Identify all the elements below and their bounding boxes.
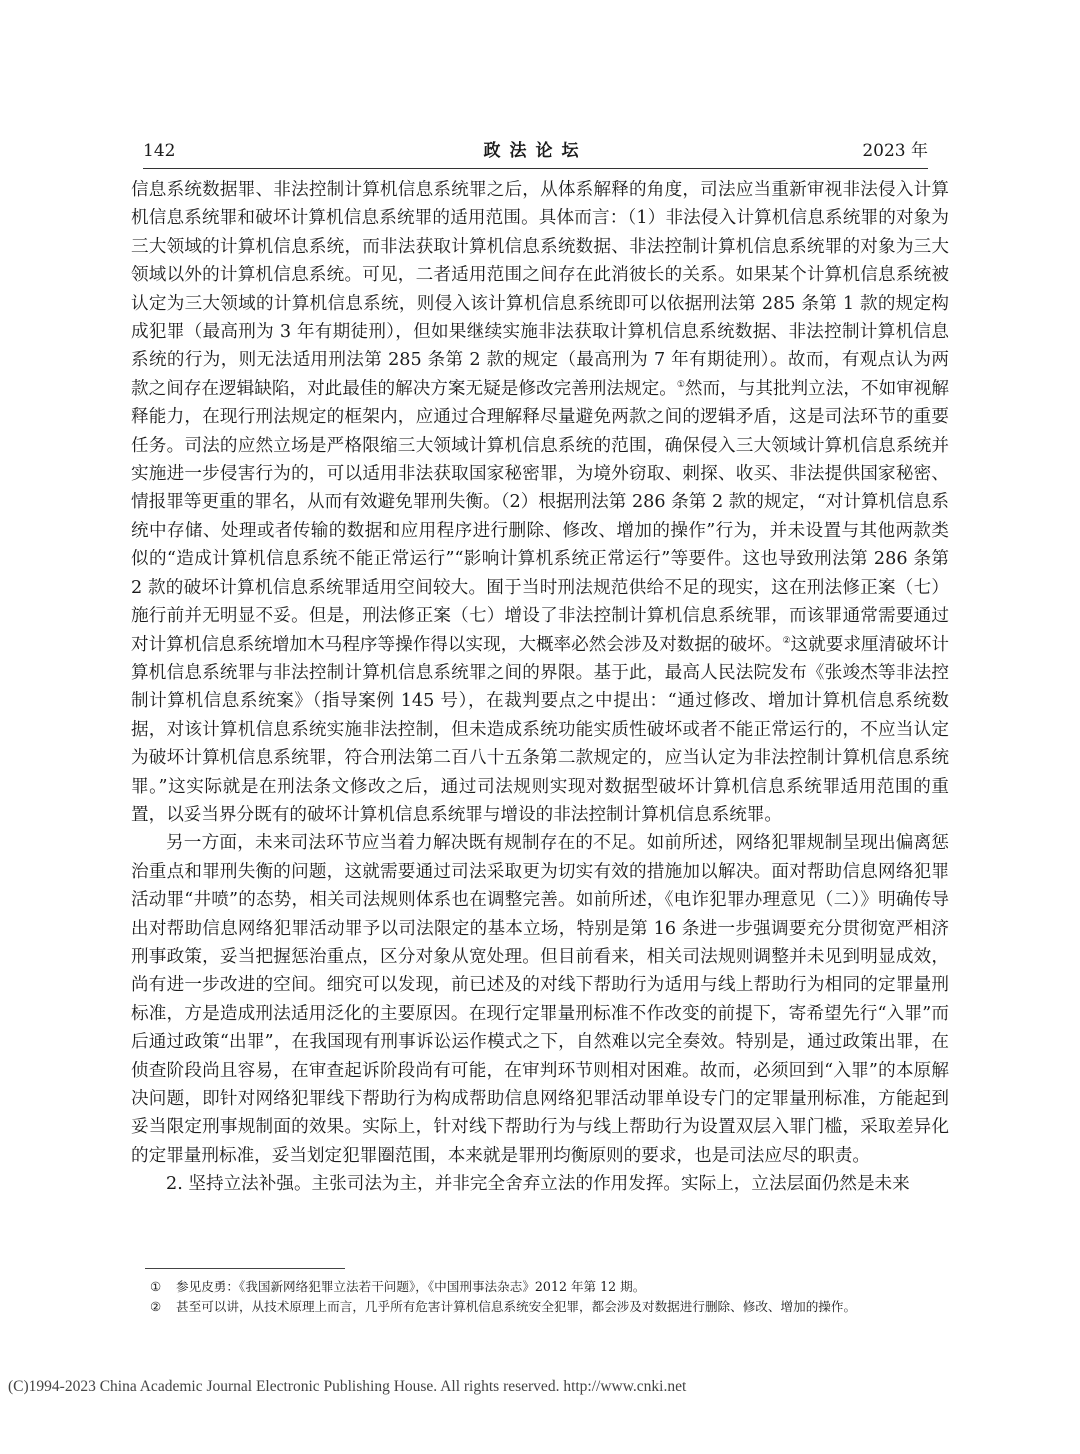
paragraph-1-part-a: 信息系统数据罪、非法控制计算机信息系统罪之后，从体系解释的角度，司法应当重新审视非法侵入计算机信息系统罪和破坏计算机信息系统罪的适用范围。具体而言：（1）非法侵入计算机信息系统罪的对象为三大领域的计算机信息系统，而非法获取计算机信息系统数据、非法控制计算机信息系统罪的对象为三大领域以外的计算机信息系统。可见，二者适用范围之间存在此消彼长的关系。如果某个计算机信息系统被认定为三大领域的计算机信息系统，则侵入该计算机信息系统即可以依据刑法第 285 条第 1 款的规定构成犯罪（最高刑为 3 年有期徒刑），但如果继续实施非法获取计算机信息系统数据、非法控制计算机信息系统的行为，则无法适用刑法第 285 条第 2 款的规定（最高刑为 7 年有期徒刑）。故而，有观点认为两款之间存在逻辑缺陷，对此最佳的解决方案无疑是修改完善刑法规定。 [131,180,949,399]
footnote-2-text: 甚至可以讲，从技术原理上而言，几乎所有危害计算机信息系统安全犯罪，都会涉及对数据进行删除、修改、增加的操作。 [176,1299,857,1314]
footnote-1-mark: ① [150,1279,162,1294]
article-body [131,176,949,1199]
journal-title: 政法论坛 [483,141,588,161]
page-header [143,136,928,166]
footnote-1-text: 参见皮勇：《我国新网络犯罪立法若干问题》，《中国刑事法杂志》2012 年第 12 期。 [176,1279,646,1294]
paragraph-2: 另一方面，未来司法环节应当着力解决既有规制存在的不足。如前所述，网络犯罪规制呈现出偏离惩治重点和罪刑失衡的问题，这就需要通过司法采取更为切实有效的措施加以解决。面对帮助信息网络犯罪活动罪“井喷”的态势，相关司法规则体系也在调整完善。如前所述，《电诈犯罪办理意见（二）》明确传导出对帮助信息网络犯罪活动罪予以司法限定的基本立场，特别是第 16 条进一步强调要充分贯彻宽严相济刑事政策，妥当把握惩治重点，区分对象从宽处理。但目前看来，相关司法规则调整并未见到明显成效，尚有进一步改进的空间。细究可以发现，前已述及的对线下帮助行为适用与线上帮助行为相同的定罪量刑标准，方是造成刑法适用泛化的主要原因。在现行定罪量刑标准不作改变的前提下，寄希望先行“入罪”而后通过政策“出罪”，在我国现有刑事诉讼运作模式之下，自然难以完全奏效。特别是，通过政策出罪，在侦查阶段尚且容易，在审查起诉阶段尚有可能，在审判环节则相对困难。故而，必须回到“入罪”的本原解决问题，即针对网络犯罪线下帮助行为构成帮助信息网络犯罪活动罪单设专门的定罪量刑标准，方能起到妥当限定刑事规制面的效果。实际上，针对线下帮助行为与线上帮助行为设置双层入罪门槛，采取差异化的定罪量刑标准，妥当划定犯罪圈范围，本来就是罪刑均衡原则的要求，也是司法应尽的职责。 [131,833,949,1166]
footnote-ref-2[interactable]: ② [782,635,791,646]
footnotes [150,1277,950,1317]
footnote-rule [145,1268,345,1269]
paragraph-1-part-c: 这就要求厘清破坏计算机信息系统罪与非法控制计算机信息系统罪之间的界限。基于此，最高人民法院发布《张竣杰等非法控制计算机信息系统案》（指导案例 145 号），在裁判要点之中提出：“通过修改、增加计算机信息系统数据，对该计算机信息系统实施非法控制，但未造成系统功能实质性破坏或者不能正常运行的，不应当认定为破坏计算机信息系统罪，符合刑法第二百八十五条第二款规定的，应当认定为非法控制计算机信息系统罪。”这实际就是在刑法条文修改之后，通过司法规则实现对数据型破坏计算机信息系统罪适用范围的重置，以妥当界分既有的破坏计算机信息系统罪与增设的非法控制计算机信息系统罪。 [131,634,949,825]
paragraph-3: 2. 坚持立法补强。主张司法为主，并非完全舍弃立法的作用发挥。实际上，立法层面仍然是未来 [166,1174,910,1195]
paragraph-1 [131,176,949,829]
header-rule [143,168,928,169]
page-number: 142 [143,141,176,161]
publication-year: 2023 年 [862,141,928,161]
footnote-1 [150,1277,950,1297]
footnote-2-mark: ② [150,1299,162,1314]
paragraph-1-part-b: 然而，与其批判立法，不如审视解释能力，在现行刑法规定的框架内，应通过合理解释尽量避免两款之间的逻辑矛盾，这是司法环节的重要任务。司法的应然立场是严格限缩三大领域计算机信息系统的范围，确保侵入三大领域计算机信息系统并实施进一步侵害行为的，可以适用非法获取国家秘密罪，为境外窃取、刺探、收买、非法提供国家秘密、情报罪等更重的罪名，从而有效避免罪刑失衡。（2）根据刑法第 286 条第 2 款的规定，“对计算机信息系统中存储、处理或者传输的数据和应用程序进行删除、修改、增加的操作”行为，并未设置与其他两款类似的“造成计算机信息系统不能正常运行”“影响计算机系统正常运行”等要件。这也导致刑法第 286 条第 2 款的破坏计算机信息系统罪适用空间较大。囿于当时刑法规范供给不足的现实，这在刑法修正案（七）施行前并无明显不妥。但是，刑法修正案（七）增设了非法控制计算机信息系统罪，而该罪通常需要通过对计算机信息系统增加木马程序等操作得以实现，大概率必然会涉及对数据的破坏。 [131,378,949,655]
copyright-notice: (C)1994-2023 China Academic Journal Electronic Publishing House. All rights reserved. http://www.cnki.net [8,1378,687,1395]
footnote-2 [150,1297,950,1317]
footnote-ref-1[interactable]: ① [676,379,685,390]
